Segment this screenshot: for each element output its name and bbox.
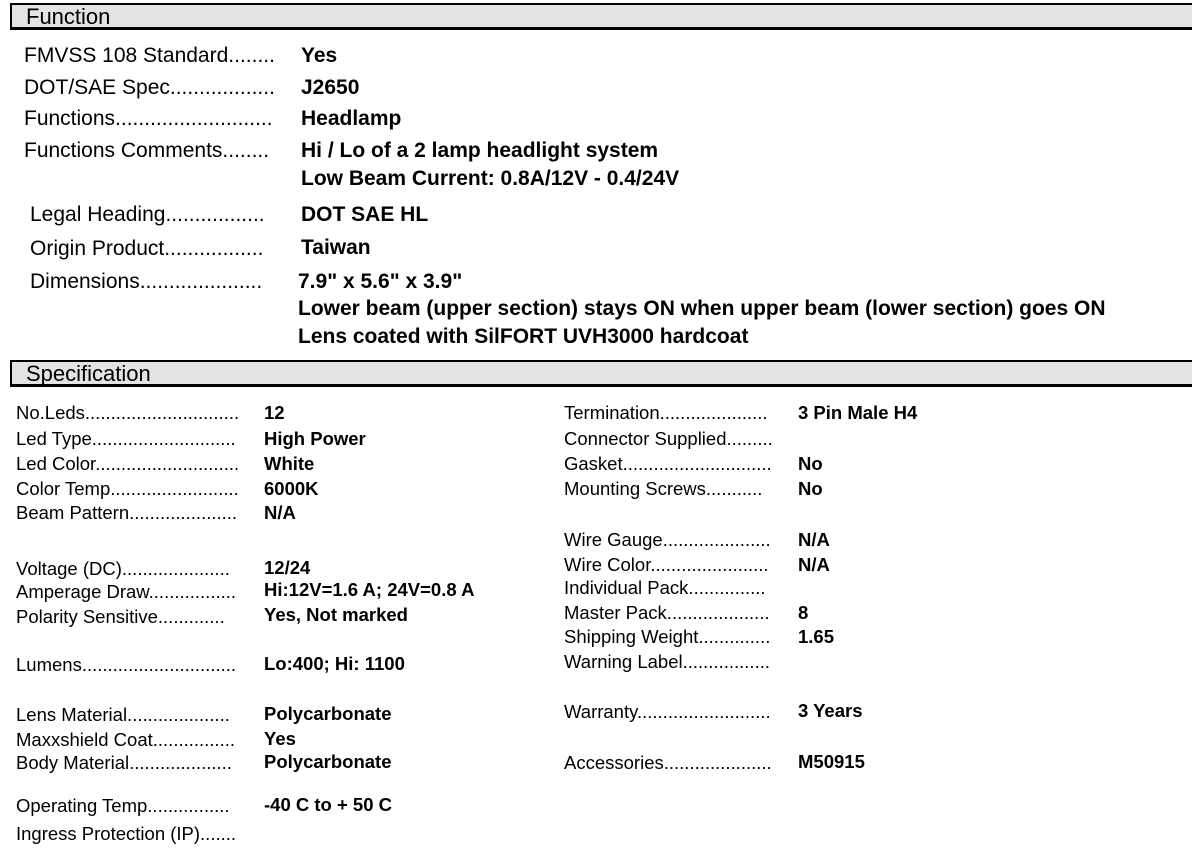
function-section-title: Function	[26, 4, 111, 29]
warning-label-label: Warning Label.................	[564, 651, 770, 672]
origin-product-value: Taiwan	[301, 236, 371, 259]
gasket-value: No	[798, 453, 823, 474]
lumens-value: Lo:400; Hi: 1100	[264, 653, 405, 674]
master-pack-value: 8	[798, 602, 809, 623]
lens-material-label: Lens Material....................	[16, 704, 230, 725]
functions-comments-label: Functions Comments........	[24, 139, 270, 162]
led-type-value: High Power	[264, 428, 366, 449]
amperage-draw-value: Hi:12V=1.6 A; 24V=0.8 A	[264, 579, 475, 600]
wire-gauge-value: N/A	[798, 529, 830, 550]
operating-temp-value: -40 C to + 50 C	[264, 794, 393, 815]
gasket-label: Gasket.............................	[564, 453, 772, 474]
voltage-label: Voltage (DC).....................	[16, 558, 230, 579]
dimensions-value: 7.9" x 5.6" x 3.9"	[298, 270, 463, 293]
operating-temp-label: Operating Temp................	[16, 795, 230, 816]
beam-pattern-label: Beam Pattern.....................	[16, 502, 238, 523]
dimensions-note-beam: Lower beam (upper section) stays ON when upper beam (lower section) goes ON	[298, 297, 1106, 320]
functions-value: Headlamp	[301, 107, 402, 130]
termination-value: 3 Pin Male H4	[798, 402, 918, 423]
termination-label: Termination.....................	[564, 402, 768, 423]
maxxshield-coat-label: Maxxshield Coat................	[16, 729, 235, 750]
warranty-label: Warranty..........................	[564, 701, 771, 722]
specification-section-header	[10, 360, 1192, 387]
lumens-label: Lumens..............................	[16, 654, 237, 675]
beam-pattern-value: N/A	[264, 502, 296, 523]
function-section-header	[10, 3, 1192, 30]
functions-comments-value-line2: Low Beam Current: 0.8A/12V - 0.4/24V	[301, 167, 680, 190]
specification-section-title: Specification	[26, 361, 151, 386]
amperage-draw-label: Amperage Draw.................	[16, 581, 237, 602]
color-temp-value: 6000K	[264, 478, 319, 499]
mounting-screws-label: Mounting Screws...........	[564, 478, 763, 499]
wire-gauge-label: Wire Gauge.....................	[564, 529, 771, 550]
maxxshield-coat-value: Yes	[264, 728, 296, 749]
mounting-screws-value: No	[798, 478, 823, 499]
no-leds-value: 12	[264, 402, 285, 423]
polarity-sensitive-label: Polarity Sensitive.............	[16, 606, 225, 627]
accessories-label: Accessories.....................	[564, 752, 772, 773]
accessories-value: M50915	[798, 751, 865, 772]
dot-sae-spec-value: J2650	[301, 76, 360, 99]
dimensions-label: Dimensions.....................	[30, 270, 263, 293]
ingress-protection-label: Ingress Protection (IP).......	[16, 823, 237, 844]
dimensions-note-lens: Lens coated with SilFORT UVH3000 hardcoat	[298, 325, 749, 348]
individual-pack-label: Individual Pack...............	[564, 577, 766, 598]
legal-heading-value: DOT SAE HL	[301, 203, 429, 226]
fmvss-standard-value: Yes	[301, 44, 338, 67]
wire-color-value: N/A	[798, 554, 830, 575]
functions-label: Functions...........................	[24, 107, 273, 130]
body-material-value: Polycarbonate	[264, 751, 392, 772]
connector-supplied-label: Connector Supplied.........	[564, 428, 773, 449]
warranty-value: 3 Years	[798, 700, 863, 721]
color-temp-label: Color Temp.........................	[16, 478, 239, 499]
shipping-weight-value: 1.65	[798, 626, 835, 647]
no-leds-label: No.Leds..............................	[16, 402, 240, 423]
dot-sae-spec-label: DOT/SAE Spec..................	[24, 76, 275, 99]
lens-material-value: Polycarbonate	[264, 703, 392, 724]
body-material-label: Body Material....................	[16, 752, 232, 773]
fmvss-standard-label: FMVSS 108 Standard........	[24, 44, 275, 67]
origin-product-label: Origin Product.................	[30, 237, 264, 260]
voltage-value: 12/24	[264, 557, 311, 578]
master-pack-label: Master Pack....................	[564, 602, 770, 623]
led-type-label: Led Type............................	[16, 428, 236, 449]
wire-color-label: Wire Color.......................	[564, 554, 769, 575]
functions-comments-value: Hi / Lo of a 2 lamp headlight system	[301, 139, 659, 162]
led-color-label: Led Color............................	[16, 453, 240, 474]
led-color-value: White	[264, 453, 315, 474]
legal-heading-label: Legal Heading.................	[30, 203, 265, 226]
polarity-sensitive-value: Yes, Not marked	[264, 604, 408, 625]
shipping-weight-label: Shipping Weight..............	[564, 626, 771, 647]
